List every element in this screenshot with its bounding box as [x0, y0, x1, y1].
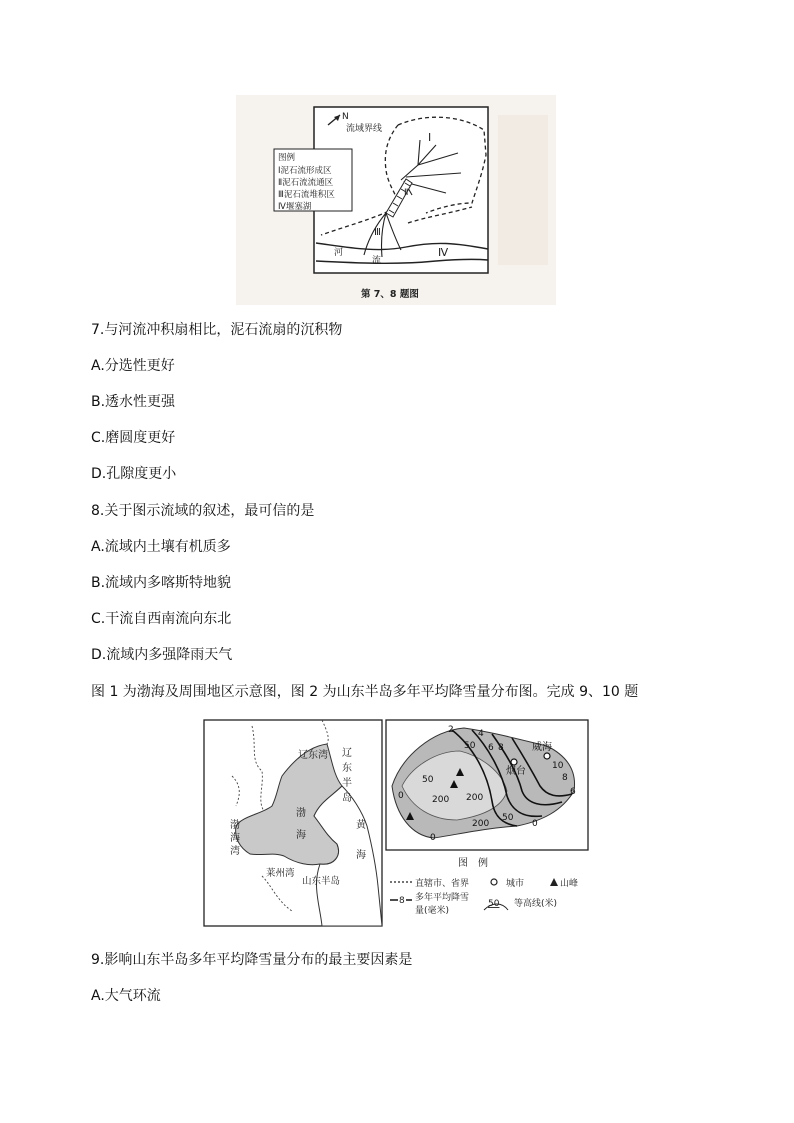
question-9-stem: 9.影响山东半岛多年平均降雪量分布的最主要因素是 [91, 952, 413, 968]
figure-caption: 第 7、8 题图 [361, 289, 419, 300]
question-7-stem: 7.与河流冲积扇相比，泥石流扇的沉积物 [91, 322, 343, 338]
contour-label: 4 [478, 729, 484, 739]
figure1-legend [274, 149, 352, 212]
north-label: N [342, 112, 349, 122]
contour-label: 200 [472, 819, 490, 829]
zone-label-1: Ⅰ [428, 131, 432, 144]
city-weihai-icon [544, 753, 550, 759]
contour-label: 200 [432, 795, 450, 805]
label-liaodong-bay: 辽东湾 [298, 750, 328, 761]
contour-label: 0 [532, 819, 538, 829]
legend-snowfall: 多年平均降雪 [415, 893, 470, 903]
label-bohai-bay: 渤 [230, 820, 240, 831]
contour-label: 0 [430, 833, 436, 843]
contour-label: 50 [464, 741, 476, 751]
contour-label: 200 [466, 793, 484, 803]
contour-label: 50 [422, 775, 434, 785]
label-bo: 渤 [296, 808, 306, 819]
question-8-option-a: A.流域内土壤有机质多 [91, 539, 231, 555]
zone-label-3: Ⅲ [374, 227, 381, 238]
label-bohai-bay: 湾 [230, 846, 240, 857]
contour-label: 0 [398, 791, 404, 801]
legend-title: 图 例 [458, 858, 488, 869]
label-bohai-bay: 海 [230, 833, 240, 844]
question-8-stem: 8.关于图示流域的叙述，最可信的是 [91, 503, 315, 519]
bohai-shandong-figure [202, 716, 590, 930]
label-yellow: 黄 [356, 820, 366, 831]
city-legend-icon [491, 879, 497, 885]
snowfall-map [386, 720, 588, 850]
zone-label-2: Ⅱ [404, 188, 409, 198]
zone-label-4: Ⅳ [438, 246, 449, 259]
legend-title: 图例 [278, 153, 296, 163]
legend-contour-value: 50 [488, 899, 500, 909]
bohai-map [204, 720, 382, 926]
question-7-option-a: A.分选性更好 [91, 358, 175, 374]
contour-label: 6 [570, 787, 576, 797]
question-8-option-b: B.流域内多喀斯特地貌 [91, 575, 232, 591]
question-9-option-a: A.大气环流 [91, 988, 161, 1004]
legend-item: Ⅰ泥石流形成区 [278, 166, 332, 176]
legend-item: Ⅲ泥石流堆积区 [278, 190, 335, 200]
city-yantai-label: 烟台 [506, 766, 526, 777]
question-7-option-d: D.孔隙度更小 [91, 466, 177, 482]
question-7-option-b: B.透水性更强 [91, 394, 176, 410]
river-label-1: 河 [334, 248, 344, 258]
label-shandong-peninsula: 山东半岛 [302, 876, 341, 887]
debris-flow-figure [236, 95, 556, 305]
legend-isoline-value: 8 [399, 896, 405, 906]
question-7-option-c: C.磨圆度更好 [91, 430, 176, 446]
contour-label: 50 [502, 813, 514, 823]
snowfall-map-legend [390, 856, 578, 916]
question-8-option-c: C.干流自西南流向东北 [91, 611, 232, 627]
label-hai: 海 [296, 830, 306, 841]
legend-peak: 山峰 [560, 879, 579, 889]
label-char: 东 [342, 763, 352, 774]
legend-city: 城市 [506, 879, 525, 889]
questions-9-10-intro: 图 1 为渤海及周围地区示意图，图 2 为山东半岛多年平均降雪量分布图。完成 9、10 题 [91, 684, 639, 700]
contour-label: 10 [552, 761, 564, 771]
city-weihai-label: 威海 [532, 742, 552, 753]
river-label-2: 流 [372, 256, 382, 266]
city-yantai-icon [511, 759, 517, 765]
label-char: 半 [342, 778, 352, 789]
contour-label: 8 [498, 743, 504, 753]
boundary-label: 流域界线 [346, 124, 383, 134]
label-char: 辽 [342, 748, 352, 759]
legend-border: 直辖市、省界 [415, 879, 470, 889]
mountain-peak-legend-icon [550, 878, 558, 886]
contour-label: 6 [488, 743, 494, 753]
legend-item: Ⅱ泥石流流通区 [278, 178, 334, 188]
legend-item: Ⅳ堰塞湖 [278, 202, 312, 212]
contour-label: 2 [448, 725, 454, 735]
legend-snowfall-unit: 量(毫米) [415, 906, 450, 916]
label-laizhou-bay: 莱州湾 [266, 868, 295, 879]
contour-label: 8 [562, 773, 568, 783]
label-sea: 海 [356, 850, 366, 861]
label-char: 岛 [342, 793, 352, 804]
question-8-option-d: D.流域内多强降雨天气 [91, 647, 233, 663]
legend-contour: 等高线(米) [514, 899, 558, 909]
